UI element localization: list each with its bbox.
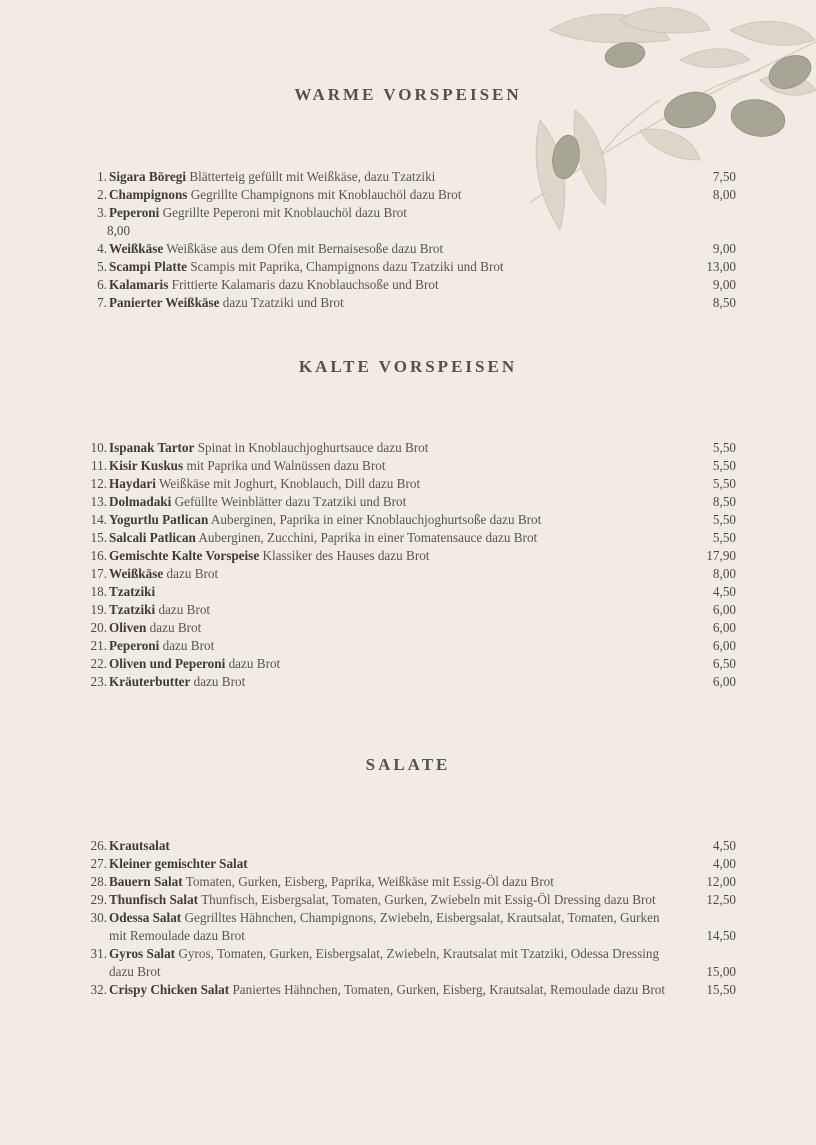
section-title-kalte-vorspeisen: KALTE VORSPEISEN [298,357,518,376]
menu-item [88,837,736,855]
item-price: 8,50 [712,295,736,310]
item-description: Frittierte Kalamaris dazu Knoblauchsoße und Brot [171,277,439,292]
item-name: Gyros Salat [109,946,176,961]
menu-item [88,619,736,637]
item-price: 4,00 [712,856,736,871]
item-number: 12. [90,476,107,491]
item-name: Crispy Chicken Salat [109,982,230,997]
item-name: Kisir Kuskus [109,458,184,473]
item-description: mit Paprika und Walnüssen dazu Brot [186,458,386,473]
menu-item [88,655,736,673]
menu-item [88,855,736,873]
item-number: 6. [97,277,107,292]
item-number: 26. [90,838,107,853]
item-description: dazu Tzatziki und Brot [222,295,344,310]
item-price: 5,50 [712,440,736,455]
menu-list-salate [88,837,736,999]
item-number: 10. [90,440,107,455]
item-number: 4. [97,241,107,256]
menu-item [88,981,736,999]
item-description: Auberginen, Paprika in einer Knoblauchjoghurtsoße dazu Brot [210,512,542,527]
item-name: Ispanak Tartor [109,440,195,455]
menu-item [88,873,736,891]
item-name: Thunfisch Salat [109,892,199,907]
item-description: Blätterteig gefüllt mit Weißkäse, dazu Tzatziki [189,169,436,184]
item-name: Gemischte Kalte Vorspeise [109,548,260,563]
item-number: 28. [90,874,107,889]
item-number: 30. [90,910,107,925]
item-number: 29. [90,892,107,907]
item-price: 9,00 [712,241,736,256]
item-name: Kalamaris [109,277,169,292]
item-price: 12,00 [706,874,736,889]
menu-item [88,637,736,655]
menu-item [88,493,736,511]
item-number: 31. [90,946,107,961]
item-description: Weißkäse aus dem Ofen mit Bernaisesoße dazu Brot [166,241,444,256]
item-name: Bauern Salat [109,874,183,889]
item-description: Auberginen, Zucchini, Paprika in einer Tomatensauce dazu Brot [198,530,538,545]
menu-item [88,909,736,945]
menu-item [88,547,736,565]
menu-item [88,565,736,583]
item-name: Sigara Böregi [109,169,187,184]
item-name: Kleiner gemischter Salat [109,856,248,871]
item-price: 15,00 [706,964,736,979]
item-description: Paniertes Hähnchen, Tomaten, Gurken, Eisberg, Krautsalat, Remoulade dazu Brot [232,982,666,997]
item-description: dazu Brot [166,566,219,581]
item-price: 5,50 [712,512,736,527]
item-price: 5,50 [712,530,736,545]
menu-item [88,276,736,294]
item-description: dazu Brot [193,674,246,689]
item-price: 5,50 [712,476,736,491]
item-description: Gegrillte Peperoni mit Knoblauchöl dazu Brot [162,205,407,220]
menu-item [88,204,736,240]
item-name: Haydari [109,476,156,491]
item-description: Klassiker des Hauses dazu Brot [262,548,430,563]
item-name: Tzatziki [109,584,156,599]
item-price: 8,50 [712,494,736,509]
item-description: Gegrilltes Hähnchen, Champignons, Zwiebeln, Eisbergsalat, Krautsalat, Tomaten, Gurken mit Remoulade dazu Brot [109,910,660,943]
section-title-salate: SALATE [365,755,451,774]
item-price: 8,00 [712,187,736,202]
item-name: Oliven und Peperoni [109,656,226,671]
menu-item [88,475,736,493]
item-description: Tomaten, Gurken, Eisberg, Paprika, Weißkäse mit Essig-Öl dazu Brot [185,874,554,889]
item-number: 23. [90,674,107,689]
item-name: Yogurtlu Patlican [109,512,209,527]
item-price: 14,50 [706,928,736,943]
item-name: Dolmadaki [109,494,172,509]
item-price: 7,50 [712,169,736,184]
menu-item [88,511,736,529]
item-description: dazu Brot [158,602,211,617]
item-name: Tzatziki [109,602,156,617]
item-price: 5,50 [712,458,736,473]
item-price: 9,00 [712,277,736,292]
item-number: 17. [90,566,107,581]
menu-item [88,457,736,475]
menu-item [88,673,736,691]
item-name: Scampi Platte [109,259,188,274]
item-price: 17,90 [706,548,736,563]
item-number: 21. [90,638,107,653]
menu-item [88,583,736,601]
item-price: 6,00 [712,620,736,635]
item-name: Peperoni [109,205,160,220]
item-number: 18. [90,584,107,599]
menu-item [88,186,736,204]
item-name: Odessa Salat [109,910,182,925]
item-description: dazu Brot [228,656,281,671]
item-name: Champignons [109,187,188,202]
item-description: dazu Brot [162,638,215,653]
item-number: 20. [90,620,107,635]
item-description: Gefüllte Weinblätter dazu Tzatziki und Brot [174,494,407,509]
item-price: 12,50 [706,892,736,907]
item-description: Spinat in Knoblauchjoghurtsauce dazu Brot [197,440,429,455]
item-number: 32. [90,982,107,997]
item-description: Scampis mit Paprika, Champignons dazu Tzatziki und Brot [190,259,504,274]
item-number: 7. [97,295,107,310]
menu-item [88,945,736,981]
item-price: 4,50 [712,584,736,599]
item-name: Peperoni [109,638,160,653]
item-number: 2. [97,187,107,202]
item-price: 4,50 [712,838,736,853]
item-name: Salcali Patlican [109,530,196,545]
menu-list-warme-vorspeisen [88,168,736,312]
menu-item [88,439,736,457]
menu-item [88,168,736,186]
item-name: Panierter Weißkäse [109,295,220,310]
item-number: 11. [91,458,107,473]
item-price: 15,50 [706,982,736,997]
menu-item [88,258,736,276]
item-description: Gegrillte Champignons mit Knoblauchöl dazu Brot [190,187,462,202]
item-price: 6,00 [712,638,736,653]
menu-item [88,529,736,547]
item-number: 15. [90,530,107,545]
item-description: Gyros, Tomaten, Gurken, Eisbergsalat, Zwiebeln, Krautsalat mit Tzatziki, Odessa Dressing dazu Brot [109,946,660,979]
menu-item [88,891,736,909]
item-price: 6,50 [712,656,736,671]
item-number: 14. [90,512,107,527]
item-price: 8,00 [712,566,736,581]
item-price: 13,00 [706,259,736,274]
menu-item [88,601,736,619]
item-number: 1. [97,169,107,184]
item-name: Krautsalat [109,838,170,853]
item-price: 6,00 [712,602,736,617]
item-name: Weißkäse [109,566,164,581]
item-price: 8,00 [107,223,131,238]
item-number: 16. [90,548,107,563]
menu-list-kalte-vorspeisen [88,439,736,691]
section-title-warme-vorspeisen: WARME VORSPEISEN [294,85,522,104]
item-number: 27. [90,856,107,871]
item-description: Thunfisch, Eisbergsalat, Tomaten, Gurken, Zwiebeln mit Essig-Öl Dressing dazu Brot [201,892,656,907]
menu-item [88,294,736,312]
menu-item [88,240,736,258]
item-number: 19. [90,602,107,617]
item-description: Weißkäse mit Joghurt, Knoblauch, Dill dazu Brot [158,476,421,491]
item-number: 3. [97,205,107,220]
item-description: dazu Brot [149,620,202,635]
item-name: Oliven [109,620,147,635]
item-number: 5. [97,259,107,274]
item-price: 6,00 [712,674,736,689]
item-name: Weißkäse [109,241,164,256]
item-name: Kräuterbutter [109,674,191,689]
item-number: 22. [90,656,107,671]
item-number: 13. [90,494,107,509]
